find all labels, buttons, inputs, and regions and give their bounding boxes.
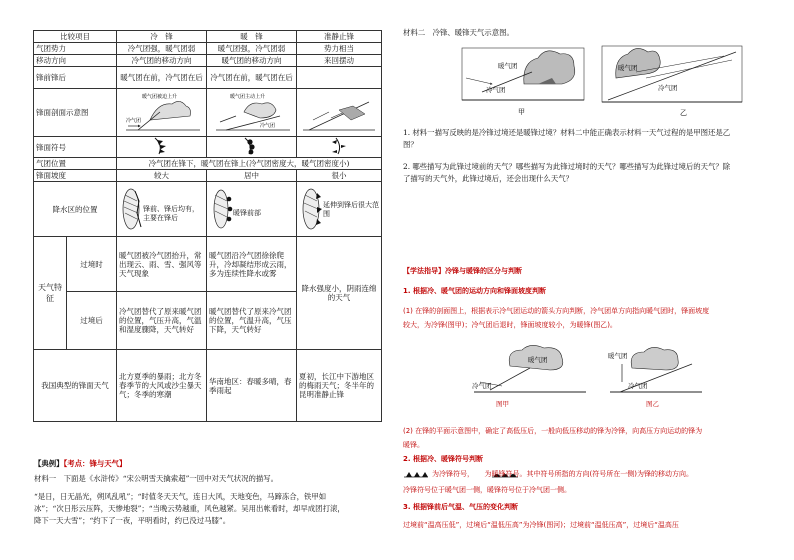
stationary-front-symbol-icon (324, 137, 354, 155)
example-tag: 【典例】 (34, 459, 64, 468)
guide-title: 【学法指导】冷锋与暖锋的区分与判断 (403, 267, 522, 275)
cell: 夏初，长江中下游地区的梅雨天气；冬半年的昆明准静止锋 (297, 350, 382, 422)
diagram-caption: 甲 (518, 108, 525, 116)
cell: 冷气团强，暖气团弱 (117, 43, 207, 55)
cell: 暖气团在前，冷气团在后 (117, 67, 207, 89)
cell: 暖气团沿冷气团徐徐爬升，冷却凝结形成云雨，多为连续性降水或雾 (207, 237, 297, 292)
cell: 冷气团在锋下，暖气团在锋上(冷气团密度大，暖气团密度小) (117, 158, 382, 170)
guide-para: 过境前“温高压低”，过境后“温低压高”为冷锋(图河)；过境前“温低压高”，过境后“温高压 (403, 521, 679, 529)
diagram-label: 暖气团 (498, 62, 518, 70)
figure-jia (470, 342, 590, 410)
diagram-label: 冷气团 (486, 86, 506, 94)
figure-label: 暖气团 (608, 352, 628, 360)
header-warm: 暖 锋 (207, 31, 297, 43)
weather-feature-label: 天气特征 (34, 237, 67, 350)
cell: 冷气团在前，暖气团在后 (207, 67, 297, 89)
quote-line: 冰”；“次日彤云压阵，天惨地裂”；“当晚云势越重，风色越紧。吴用出帐看时，却早成团打滚， (34, 504, 345, 513)
question-one: 1. 材料一描写反映的是冷锋过境还是暖锋过境？材料二中能正确表示材料一天气过程的是甲图还是乙 (403, 128, 731, 137)
comparison-table (33, 30, 382, 422)
question-two-cont: 了描写的天气外，此锋过境后，还会出现什么天气？ (403, 174, 573, 183)
figure-caption: 图乙 (646, 400, 659, 408)
row-label: 气团位置 (34, 158, 117, 170)
cell: 冷气团的移动方向 (117, 55, 207, 67)
diagram-jia (452, 40, 592, 118)
warm-precip-diagram (209, 187, 233, 231)
warm-precip-text: 暖锋前部 (233, 209, 261, 217)
cell: 势力相当 (297, 43, 382, 55)
example-topic: 【考点：锋与天气】 (63, 459, 127, 468)
cell: 北方夏季的暴雨；北方冬春季节的大风或沙尘暴天气；冬季的寒潮 (117, 350, 207, 422)
cell: 暖气团强，冷气团弱 (207, 43, 297, 55)
guide-para: (1) 在锋的剖面图上，根据表示冷气团运动的箭头方向判断，冷气团单方向指向暖气团时，锋面坡度 (403, 307, 710, 315)
cell: 较大 (117, 170, 207, 182)
guide-heading-2: 2. 根据冷、暖锋符号判断 (403, 455, 483, 463)
cold-precip-text: 锋前、锋后均有，主要在锋后 (143, 205, 199, 222)
guide-heading-1: 1. 根据冷、暖气团的运动方向和锋面坡度判断 (403, 287, 546, 295)
row-label: 我国典型的锋面天气 (34, 350, 117, 422)
row-label: 移动方向 (34, 55, 117, 67)
figure-yi (606, 342, 706, 410)
warm-precip-cell (207, 182, 297, 237)
row-label: 锋面坡度 (34, 170, 117, 182)
stationary-precip-diagram (299, 187, 323, 231)
question-two: 2. 哪些描写为此锋过境前的天气？哪些描写为此锋过境时的天气？哪些描写为此锋过境后的天气？除 (403, 162, 731, 171)
stationary-front-profile (297, 89, 382, 137)
row-label: 气团势力 (34, 43, 117, 55)
stationary-precip-text: 延伸到锋后很大范围 (323, 201, 379, 218)
guide-para: 暖锋。 (403, 441, 424, 449)
warm-front-profile-diagram (210, 90, 294, 134)
cell: 居中 (207, 170, 297, 182)
warm-front-symbol-icon (237, 137, 267, 155)
guide-heading-3: 3. 根据锋前后气温、气压的变化判断 (403, 503, 518, 511)
example-heading (34, 459, 384, 469)
row-label: 锋面剖面示意图 (34, 89, 117, 137)
header-item: 比较项目 (34, 31, 117, 43)
guide-para: 为冷锋符号， 为暖锋符号。其中符号所指的方向(符号所在一侧)为锋的移动方向。 (432, 470, 693, 478)
stationary-front-symbol (297, 137, 382, 158)
quote-line: “是日，日无晶光，朔风乱吼”；“时值冬天天气，连日大风，天地变色，马蹄冻合，铁甲如 (34, 492, 327, 501)
guide-para: 冷锋符号位于暖气团一侧，暖锋符号位于冷气团一侧。 (403, 486, 571, 494)
row-label: 锋前锋后 (34, 67, 117, 89)
cold-precip-cell (117, 182, 207, 237)
profile-label: 冷气团 (259, 122, 275, 129)
guide-para: (2) 在锋的平面示意图中，确定了高低压后，一般向低压移动的锋为冷锋，向高压方向运动的锋为 (403, 427, 703, 435)
row-label: 过境后 (67, 292, 117, 350)
cold-front-profile-diagram (120, 90, 204, 134)
diagram-caption: 乙 (680, 109, 687, 117)
cell (297, 67, 382, 89)
cold-front-symbol-icon (404, 470, 430, 478)
cell: 暖气团的移动方向 (207, 55, 297, 67)
figure-caption: 图甲 (496, 400, 509, 408)
profile-label: 暖气团主动上升 (229, 93, 265, 100)
cell: 降水强度小，阴雨连绵的天气 (297, 237, 382, 350)
cell: 来回摆动 (297, 55, 382, 67)
cold-precip-diagram (119, 187, 143, 231)
cold-front-profile (117, 89, 207, 137)
warm-front-profile (207, 89, 297, 137)
warm-front-symbol (207, 137, 297, 158)
diagram-label: 暖气团 (618, 64, 638, 72)
profile-label: 冷气团 (125, 117, 141, 124)
material-one: 材料一 下面是《水浒传》“宋公明雪天擒索超”一回中对天气状况的描写。 (34, 474, 279, 483)
profile-label: 暖气团被迫上升 (141, 93, 177, 100)
row-label: 锋面符号 (34, 137, 117, 158)
cell: 冷气团替代了原来暖气团的位置，气压升高，气温和湿度骤降，天气转好 (117, 292, 207, 350)
diagram-label: 冷气团 (658, 84, 678, 92)
stationary-front-profile-diagram (299, 90, 379, 134)
header-cold: 冷 锋 (117, 31, 207, 43)
cell: 很小 (297, 170, 382, 182)
row-label: 过境时 (67, 237, 117, 292)
guide-para: 较大，为冷锋(图甲)；冷气团后退时，锋面坡度较小，为暖锋(图乙)。 (403, 321, 617, 329)
stationary-precip-cell (297, 182, 382, 237)
figure-label: 冷气团 (628, 382, 648, 390)
row-label: 降水区的位置 (34, 182, 117, 237)
question-one-cont: 图？ (403, 140, 418, 149)
figure-label: 暖气团 (528, 356, 548, 364)
cell: 暖气团被冷气团抬升，常出现云、雨、雪、强风等天气现象 (117, 237, 207, 292)
material-two-title: 材料二 冷锋、暖锋天气示意图。 (403, 28, 514, 37)
cell: 华南地区：春暖多晴，春季雨起 (207, 350, 297, 422)
cold-front-symbol-icon (147, 137, 177, 155)
cold-front-symbol (117, 137, 207, 158)
quote-line: 降下一天大雪”；“约下了一夜，平明看时，约已没过马膝”。 (34, 516, 231, 525)
header-stationary: 准静止锋 (297, 31, 382, 43)
figure-label: 冷气团 (472, 382, 492, 390)
diagram-yi (596, 38, 746, 118)
cell: 暖气团替代了原来冷气团的位置，气温升高，气压下降，天气转好 (207, 292, 297, 350)
